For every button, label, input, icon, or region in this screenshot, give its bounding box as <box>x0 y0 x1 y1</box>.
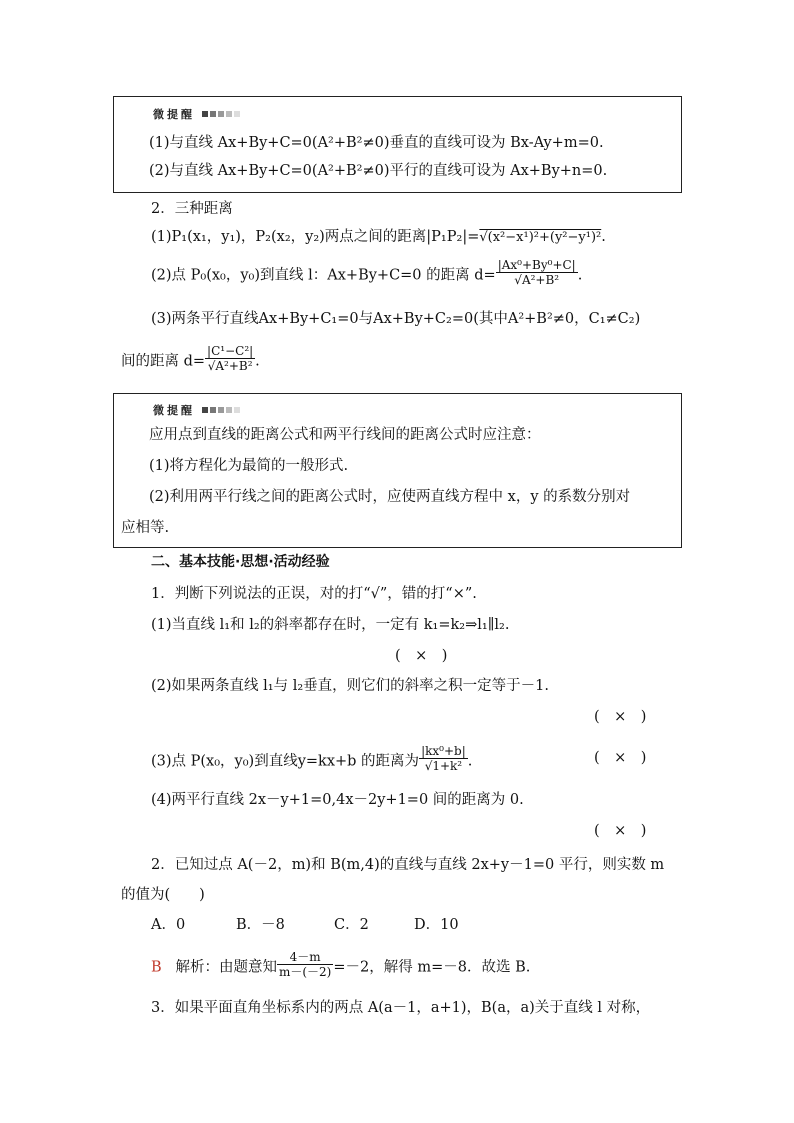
dist-line-2-text: (2)点 P₀(x₀，y₀)到直线 l：Ax+By+C=0 的距离 d= <box>151 267 496 284</box>
dist-line-1-end: . <box>601 229 606 245</box>
parallel-dist-numerator: |C¹−C²| <box>207 344 254 358</box>
dist-line-2 <box>151 258 583 287</box>
q2-stem-1: 2．已知过点 A(－2，m)和 B(m,4)的直线与直线 2x+y－1=0 平行，则实数 m <box>151 857 665 873</box>
dist-line-1 <box>151 227 606 248</box>
q2-option-b: B．－8 <box>236 917 285 933</box>
q1-item-2: (2)如果两条直线 l₁与 l₂垂直，则它们的斜率之积一定等于－1. <box>151 678 549 694</box>
q2-option-a: A．0 <box>151 917 186 933</box>
decor-dots-icon <box>202 110 242 120</box>
dist-line-4-text: 间的距离 d= <box>121 353 206 370</box>
q1-item-3-text: (3)点 P(x₀，y₀)到直线y=kx+b 的距离为 <box>151 753 420 770</box>
q2-answer-end: =－2，解得 m=－8．故选 B. <box>333 959 531 976</box>
q1-item-4-answer: ( × ) <box>594 823 647 839</box>
dist-line-4 <box>121 344 260 373</box>
tip2-line-2: (1)将方程化为最简的一般形式. <box>149 458 349 474</box>
q1-item-3-fraction <box>419 744 468 773</box>
dist-line-4-end: . <box>255 353 260 370</box>
q2-option-c: C．2 <box>334 917 369 933</box>
q2-stem-2: 的值为( ) <box>121 887 205 903</box>
q2-answer-text: 解析：由题意知 <box>175 959 277 976</box>
q2-answer <box>151 950 531 979</box>
q1-item-2-answer: ( × ) <box>594 709 647 725</box>
tip2-line-3: (2)利用两平行线之间的距离公式时，应使两直线方程中 x，y 的系数分别对 <box>149 489 631 505</box>
dist-line-1-text: (1)P₁(x₁，y₁)，P₂(x₂，y₂)两点之间的距离|P₁P₂|= <box>151 229 480 245</box>
dist-line-3: (3)两条平行直线Ax+By+C₁=0与Ax+By+C₂=0(其中A²+B²≠0，C₁≠C₂) <box>151 311 641 327</box>
q1-item-3 <box>151 744 473 773</box>
dist-title: 2．三种距离 <box>151 201 233 217</box>
parallel-dist-fraction <box>205 344 255 373</box>
tip2-line-4: 应相等. <box>121 520 170 536</box>
tip1-line-2: (2)与直线 Ax+By+C=0(A²+B²≠0)平行的直线可设为 Ax+By+n=0. <box>149 163 608 179</box>
q1-item-3-denominator: √1+k² <box>424 759 463 773</box>
dist-formula-numerator: |Ax⁰+By⁰+C| <box>497 258 576 272</box>
q2-answer-fraction <box>277 950 333 979</box>
tip-header-2: 微提醒 <box>153 402 242 418</box>
q1-item-1: (1)当直线 l₁和 l₂的斜率都存在时，一定有 k₁=k₂⇒l₁∥l₂. <box>151 617 510 633</box>
q2-answer-letter: B <box>151 959 162 976</box>
q3-stem: 3．如果平面直角坐标系内的两点 A(a－1，a+1)，B(a，a)关于直线 l 对称， <box>151 1000 651 1016</box>
dist-line-2-end: . <box>577 267 583 284</box>
parallel-dist-denominator: √A²+B² <box>207 359 253 373</box>
decor-dots-icon <box>202 406 242 416</box>
tip2-line-1: 应用点到直线的距离公式和两平行线间的距离公式时应注意： <box>149 427 541 443</box>
q1-item-4: (4)两平行直线 2x－y+1=0,4x－2y+1=0 间的距离为 0. <box>151 792 524 808</box>
dist-formula-denominator: √A²+B² <box>514 273 560 287</box>
q2-option-d: D．10 <box>414 917 459 933</box>
tip-header-1: 微提醒 <box>153 106 242 122</box>
q1-item-3-numerator: |kx⁰+b| <box>421 744 466 758</box>
q1-item-1-answer: ( × ) <box>395 648 448 664</box>
tip1-line-1: (1)与直线 Ax+By+C=0(A²+B²≠0)垂直的直线可设为 Bx-Ay+m=0. <box>149 135 604 151</box>
q1-stem: 1．判断下列说法的正误，对的打“√”，错的打“×”. <box>151 586 477 602</box>
dist-line-1-expr: √(x²−x¹)²+(y²−y¹)² <box>479 230 602 245</box>
section-heading: 二、基本技能·思想·活动经验 <box>151 554 330 570</box>
q1-item-3-answer: ( × ) <box>594 750 647 766</box>
q2-answer-denominator: m－(－2) <box>278 965 332 979</box>
q1-item-3-end: . <box>467 753 473 770</box>
dist-formula-fraction <box>496 258 578 287</box>
q2-answer-numerator: 4－m <box>277 950 333 965</box>
